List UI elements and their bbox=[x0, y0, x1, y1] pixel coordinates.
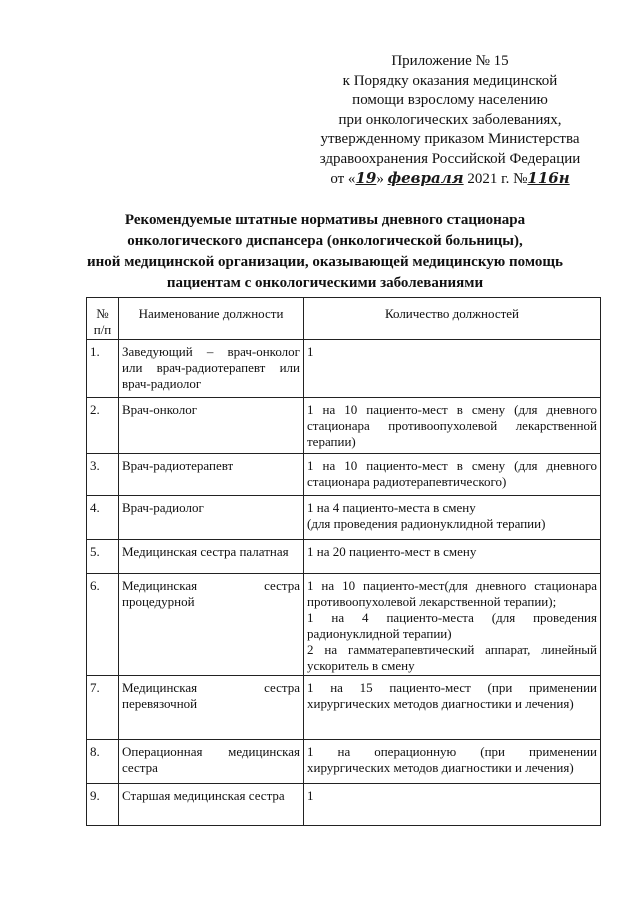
row-number: 7. bbox=[87, 676, 119, 740]
appendix-line: при онкологических заболеваниях, bbox=[338, 111, 562, 128]
count-line: (для проведения радионуклидной терапии) bbox=[307, 516, 546, 531]
count-line: 1 на операционную (при применении хирургических методов диагностики и лечения) bbox=[307, 744, 597, 775]
appendix-line: помощи взрослому населению bbox=[352, 92, 548, 108]
title-line: онкологического диспансера (онкологической больницы), bbox=[127, 233, 523, 249]
position-name: Медицинская сестра палатная bbox=[119, 540, 304, 574]
row-number: 3. bbox=[87, 454, 119, 496]
appendix-line: утвержденному приказом Министерства bbox=[320, 131, 580, 147]
row-number: 4. bbox=[87, 496, 119, 540]
handwritten-month: февраля bbox=[387, 169, 464, 187]
table-row bbox=[87, 784, 601, 826]
header-position: Наименование должности bbox=[119, 298, 304, 340]
header-num: № п/п bbox=[87, 298, 119, 340]
count-line: 1 на 10 пациенто-мест в смену (для дневного стационара радиотерапевтического) bbox=[307, 458, 597, 489]
table-row bbox=[87, 454, 601, 496]
count-line: 2 на гамматерапевтический аппарат, линейный ускоритель в смену bbox=[307, 642, 597, 673]
position-name: Старшая медицинская сестра bbox=[119, 784, 304, 826]
count-line: 1 на 4 пациенто-места в смену bbox=[307, 500, 476, 515]
position-name: Операционная медицинская сестра bbox=[119, 740, 304, 784]
title-line: иной медицинской организации, оказывающей медицинскую помощь bbox=[87, 254, 563, 270]
appendix-line: Приложение № 15 bbox=[391, 53, 509, 69]
table-row bbox=[87, 340, 601, 398]
position-name: Врач-радиолог bbox=[119, 496, 304, 540]
table-row bbox=[87, 540, 601, 574]
staffing-table bbox=[86, 297, 601, 826]
row-number: 6. bbox=[87, 574, 119, 676]
position-count bbox=[304, 398, 601, 454]
appendix-header bbox=[300, 52, 600, 190]
position-name: Медицинская сестра процедурной bbox=[119, 574, 304, 676]
row-number: 8. bbox=[87, 740, 119, 784]
table-header-row bbox=[87, 298, 601, 340]
position-count bbox=[304, 784, 601, 826]
count-line: 1 на 10 пациенто-мест(для дневного стационара противоопухолевой лекарственной терапии); bbox=[307, 578, 597, 609]
position-name: Медицинская сестра перевязочной bbox=[119, 676, 304, 740]
count-line: 1 на 4 пациенто-места (для проведения радионуклидной терапии) bbox=[307, 610, 597, 641]
position-count bbox=[304, 740, 601, 784]
position-count bbox=[304, 454, 601, 496]
order-date-line: от «19» февраля 2021 г. №116н bbox=[330, 169, 570, 187]
table-row bbox=[87, 574, 601, 676]
count-line: 1 bbox=[307, 344, 314, 359]
row-number: 5. bbox=[87, 540, 119, 574]
position-name: Врач-онколог bbox=[119, 398, 304, 454]
position-count bbox=[304, 574, 601, 676]
row-number: 9. bbox=[87, 784, 119, 826]
count-line: 1 на 15 пациенто-мест (при применении хирургических методов диагностики и лечения) bbox=[307, 680, 597, 711]
appendix-line: к Порядку оказания медицинской bbox=[342, 72, 558, 89]
position-name: Заведующий – врач-онколог или врач-радиотерапевт или врач-радиолог bbox=[119, 340, 304, 398]
position-count bbox=[304, 676, 601, 740]
document-title bbox=[80, 210, 570, 294]
table-row bbox=[87, 676, 601, 740]
title-line: пациентам с онкологическими заболеваниями bbox=[166, 275, 484, 291]
position-count bbox=[304, 496, 601, 540]
appendix-line: здравоохранения Российской Федерации bbox=[319, 150, 581, 167]
title-line: Рекомендуемые штатные нормативы дневного стационара bbox=[124, 212, 526, 228]
count-line: 1 bbox=[307, 788, 314, 803]
count-line: 1 на 10 пациенто-мест в смену (для дневного стационара противоопухолевой лекарственной терапии) bbox=[307, 402, 597, 449]
table-row bbox=[87, 398, 601, 454]
position-name: Врач-радиотерапевт bbox=[119, 454, 304, 496]
table-row bbox=[87, 496, 601, 540]
position-count bbox=[304, 340, 601, 398]
handwritten-day: 19 bbox=[355, 169, 377, 187]
table-row bbox=[87, 740, 601, 784]
row-number: 2. bbox=[87, 398, 119, 454]
count-line: 1 на 20 пациенто-мест в смену bbox=[307, 544, 477, 559]
handwritten-order-number: 116н bbox=[527, 169, 570, 187]
header-count: Количество должностей bbox=[304, 298, 601, 340]
position-count bbox=[304, 540, 601, 574]
row-number: 1. bbox=[87, 340, 119, 398]
